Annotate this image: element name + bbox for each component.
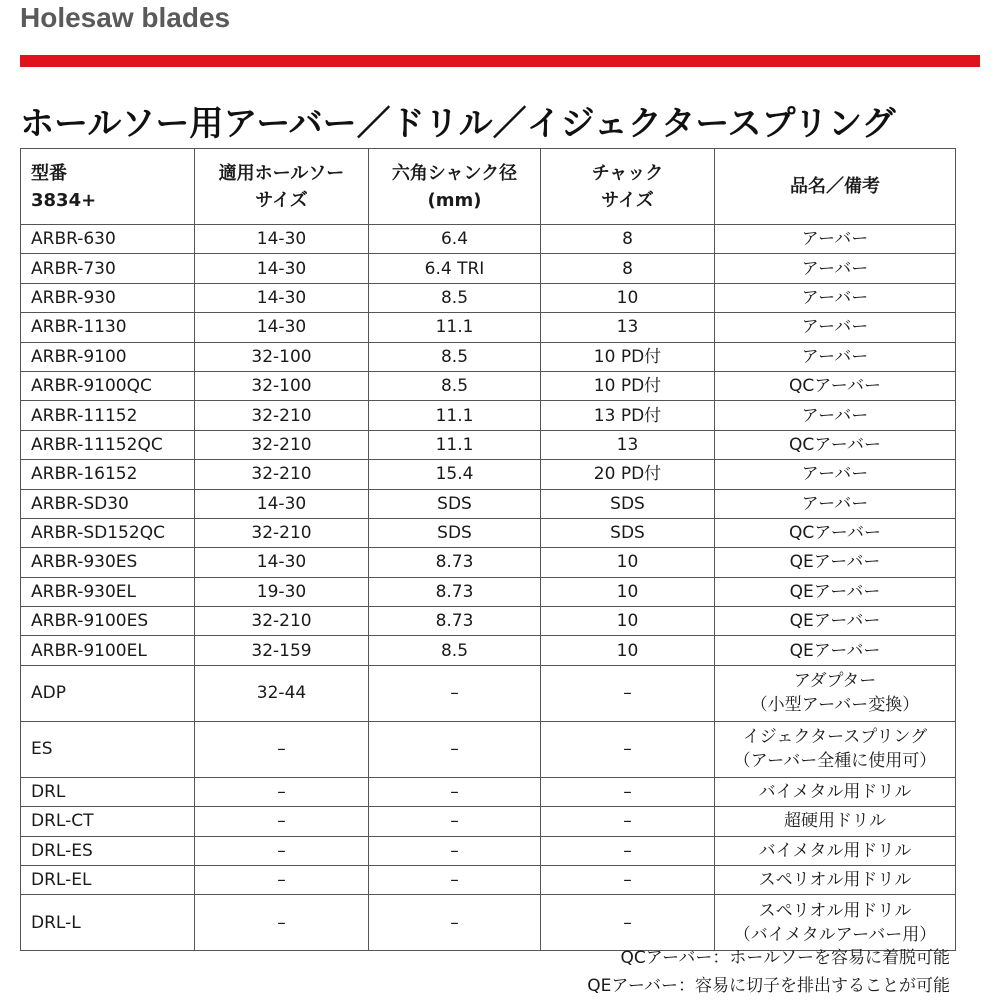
cell-chuck	[541, 866, 715, 895]
cell-model-value: ARBR-1130	[31, 317, 127, 338]
cell-chuck	[541, 777, 715, 806]
header-chuck	[541, 149, 715, 225]
cell-remarks-line1: アダプター	[793, 671, 877, 692]
cell-chuck-value: –	[623, 840, 632, 861]
cell-remarks-line1: QEアーバー	[789, 611, 881, 632]
cell-holesaw-value: 14-30	[256, 229, 307, 250]
cell-remarks	[715, 866, 956, 895]
table-header-row	[21, 149, 956, 225]
cell-holesaw	[195, 401, 369, 430]
cell-shank	[369, 548, 541, 577]
cell-holesaw-value: 32-210	[251, 434, 312, 455]
cell-shank	[369, 777, 541, 806]
cell-holesaw	[195, 607, 369, 636]
cell-remarks-line1: アーバー	[801, 258, 869, 279]
cell-chuck	[541, 636, 715, 665]
cell-remarks-line1: アーバー	[801, 493, 869, 514]
table-row	[21, 866, 956, 895]
cell-model	[21, 313, 195, 342]
cell-model	[21, 254, 195, 283]
page-title: Holesaw blades	[20, 2, 231, 33]
cell-shank	[369, 807, 541, 836]
cell-holesaw	[195, 636, 369, 665]
cell-model-value: ARBR-930ES	[31, 552, 138, 573]
cell-chuck-value: SDS	[610, 493, 645, 514]
cell-model	[21, 577, 195, 606]
cell-model-value: DRL-CT	[31, 811, 94, 832]
cell-model	[21, 636, 195, 665]
cell-model-value: ARBR-930	[31, 287, 116, 308]
cell-shank-value: 6.4	[440, 229, 469, 250]
cell-holesaw-value: –	[277, 840, 286, 861]
cell-remarks-line2: （アーバー全種に使用可）	[733, 751, 937, 772]
cell-shank-value: 11.1	[435, 405, 474, 426]
cell-shank	[369, 430, 541, 459]
cell-model	[21, 371, 195, 400]
cell-remarks-line1: アーバー	[801, 405, 869, 426]
cell-remarks	[715, 489, 956, 518]
cell-holesaw	[195, 895, 369, 951]
cell-shank	[369, 313, 541, 342]
cell-remarks	[715, 665, 956, 721]
cell-shank	[369, 577, 541, 606]
cell-chuck	[541, 254, 715, 283]
cell-holesaw-value: 32-210	[251, 611, 312, 632]
cell-chuck-value: 8	[622, 258, 633, 279]
cell-shank	[369, 836, 541, 865]
table-row	[21, 313, 956, 342]
cell-chuck	[541, 895, 715, 951]
cell-remarks	[715, 401, 956, 430]
table-row	[21, 721, 956, 777]
cell-remarks	[715, 430, 956, 459]
cell-model-value: ES	[31, 739, 53, 760]
cell-holesaw-value: 32-210	[251, 405, 312, 426]
cell-model	[21, 777, 195, 806]
cell-model	[21, 283, 195, 312]
cell-chuck-value: –	[623, 912, 632, 933]
cell-model	[21, 401, 195, 430]
cell-shank-value: –	[450, 870, 459, 891]
cell-holesaw-value: 32-210	[251, 523, 312, 544]
table-row	[21, 489, 956, 518]
header-holesaw-line1: 適用ホールソー	[218, 162, 345, 184]
cell-model-value: ARBR-730	[31, 258, 116, 279]
cell-model	[21, 807, 195, 836]
cell-model-value: ARBR-9100ES	[31, 611, 149, 632]
cell-model	[21, 866, 195, 895]
header-chuck-line2: サイズ	[601, 189, 654, 211]
cell-holesaw	[195, 836, 369, 865]
footnotes	[587, 944, 950, 1000]
cell-remarks	[715, 636, 956, 665]
cell-shank-value: 11.1	[435, 434, 474, 455]
cell-holesaw-value: 32-159	[251, 640, 312, 661]
cell-shank-value: 6.4 TRI	[424, 258, 485, 279]
cell-holesaw	[195, 866, 369, 895]
cell-model-value: DRL-ES	[31, 840, 93, 861]
cell-model	[21, 895, 195, 951]
cell-model-value: DRL-EL	[31, 870, 92, 891]
cell-holesaw-value: 14-30	[256, 258, 307, 279]
cell-chuck	[541, 371, 715, 400]
cell-remarks-line1: QEアーバー	[789, 640, 881, 661]
cell-remarks	[715, 342, 956, 371]
cell-holesaw-value: 19-30	[256, 581, 307, 602]
cell-remarks-line1: イジェクタースプリング	[742, 727, 928, 748]
cell-model-value: ARBR-9100	[31, 346, 127, 367]
cell-shank-value: –	[450, 683, 459, 704]
cell-shank-value: 8.5	[440, 346, 469, 367]
table-row	[21, 836, 956, 865]
cell-chuck-value: 10	[616, 552, 639, 573]
cell-chuck	[541, 283, 715, 312]
cell-remarks-line2: （バイメタルアーバー用）	[733, 924, 937, 945]
cell-remarks	[715, 313, 956, 342]
cell-holesaw-value: –	[277, 811, 286, 832]
cell-chuck-value: 13 PD付	[593, 405, 662, 426]
cell-holesaw-value: 32-210	[251, 464, 312, 485]
cell-model	[21, 548, 195, 577]
table-row	[21, 460, 956, 489]
cell-remarks-line1: アーバー	[801, 346, 869, 367]
cell-remarks-line1: アーバー	[801, 287, 869, 308]
cell-shank	[369, 225, 541, 254]
cell-chuck	[541, 721, 715, 777]
table-row	[21, 225, 956, 254]
spec-table	[20, 148, 956, 951]
cell-remarks	[715, 225, 956, 254]
table-row	[21, 371, 956, 400]
cell-chuck-value: 20 PD付	[593, 464, 662, 485]
cell-remarks	[715, 895, 956, 951]
table-row	[21, 807, 956, 836]
cell-shank	[369, 518, 541, 547]
cell-model	[21, 836, 195, 865]
cell-chuck	[541, 665, 715, 721]
cell-chuck-value: 10	[616, 581, 639, 602]
cell-model-value: ARBR-SD30	[31, 493, 129, 514]
cell-chuck	[541, 577, 715, 606]
table-row	[21, 254, 956, 283]
cell-model	[21, 607, 195, 636]
cell-chuck-value: 10 PD付	[593, 376, 662, 397]
cell-shank	[369, 401, 541, 430]
cell-model-value: ARBR-630	[31, 229, 116, 250]
header-remarks-label: 品名／備考	[790, 176, 880, 197]
cell-chuck-value: 10	[616, 640, 639, 661]
cell-holesaw	[195, 283, 369, 312]
cell-model-value: ARBR-SD152QC	[31, 523, 165, 544]
cell-holesaw	[195, 777, 369, 806]
cell-model	[21, 460, 195, 489]
cell-model-value: ARBR-11152QC	[31, 434, 163, 455]
cell-holesaw	[195, 489, 369, 518]
cell-model	[21, 225, 195, 254]
cell-shank-value: 8.5	[440, 376, 469, 397]
cell-shank	[369, 283, 541, 312]
header-shank	[369, 149, 541, 225]
cell-chuck-value: 8	[622, 229, 633, 250]
cell-remarks-line1: QCアーバー	[789, 434, 881, 455]
header-model	[21, 149, 195, 225]
cell-holesaw	[195, 548, 369, 577]
cell-chuck-value: –	[623, 683, 632, 704]
cell-holesaw	[195, 313, 369, 342]
cell-shank-value: –	[450, 840, 459, 861]
cell-remarks-line1: 超硬用ドリル	[784, 811, 886, 832]
cell-holesaw	[195, 665, 369, 721]
header-chuck-line1: チャック	[591, 162, 664, 184]
table-row	[21, 342, 956, 371]
cell-remarks	[715, 777, 956, 806]
cell-remarks-line1: バイメタル用ドリル	[758, 840, 912, 861]
cell-holesaw-value: 14-30	[256, 493, 307, 514]
cell-chuck	[541, 313, 715, 342]
cell-chuck	[541, 430, 715, 459]
cell-chuck-value: –	[623, 811, 632, 832]
cell-holesaw-value: –	[277, 739, 286, 760]
cell-shank	[369, 636, 541, 665]
cell-holesaw-value: –	[277, 782, 286, 803]
table-row	[21, 777, 956, 806]
cell-model-value: ARBR-16152	[31, 464, 138, 485]
red-divider	[20, 55, 980, 67]
cell-holesaw-value: –	[277, 870, 286, 891]
header-model-line1: 型番	[31, 162, 67, 184]
cell-remarks-line1: アーバー	[801, 464, 869, 485]
cell-remarks-line1: バイメタル用ドリル	[758, 782, 912, 803]
cell-shank	[369, 607, 541, 636]
cell-holesaw	[195, 518, 369, 547]
cell-shank-value: –	[450, 739, 459, 760]
cell-holesaw	[195, 430, 369, 459]
cell-remarks-line1: スペリオル用ドリル	[758, 870, 912, 891]
cell-model-value: ARBR-9100EL	[31, 640, 147, 661]
cell-shank	[369, 254, 541, 283]
cell-chuck	[541, 607, 715, 636]
cell-remarks	[715, 607, 956, 636]
cell-shank-value: 8.73	[435, 581, 474, 602]
header-remarks	[715, 149, 956, 225]
cell-shank-value: SDS	[437, 493, 472, 514]
table-row	[21, 548, 956, 577]
cell-remarks	[715, 283, 956, 312]
header-shank-line1: 六角シャンク径	[391, 162, 518, 184]
table-row	[21, 401, 956, 430]
cell-shank	[369, 665, 541, 721]
cell-model	[21, 489, 195, 518]
table-row	[21, 895, 956, 951]
cell-holesaw	[195, 371, 369, 400]
cell-holesaw	[195, 577, 369, 606]
cell-shank-value: –	[450, 782, 459, 803]
table-row	[21, 665, 956, 721]
cell-chuck-value: –	[623, 870, 632, 891]
cell-model	[21, 665, 195, 721]
cell-shank-value: 8.73	[435, 552, 474, 573]
cell-holesaw	[195, 225, 369, 254]
cell-shank	[369, 489, 541, 518]
cell-chuck	[541, 401, 715, 430]
cell-shank	[369, 460, 541, 489]
cell-holesaw-value: 32-100	[251, 376, 312, 397]
cell-shank	[369, 721, 541, 777]
cell-chuck	[541, 807, 715, 836]
cell-model-value: ARBR-9100QC	[31, 376, 152, 397]
section-title: ホールソー用アーバー／ドリル／イジェクタースプリング	[20, 104, 896, 144]
cell-chuck	[541, 460, 715, 489]
cell-holesaw	[195, 721, 369, 777]
cell-shank	[369, 371, 541, 400]
cell-remarks-line1: QEアーバー	[789, 581, 881, 602]
cell-model-value: ARBR-11152	[31, 405, 138, 426]
cell-remarks-line1: スペリオル用ドリル	[758, 900, 912, 921]
cell-holesaw-value: 32-44	[256, 683, 307, 704]
cell-chuck-value: –	[623, 739, 632, 760]
table-row	[21, 607, 956, 636]
cell-shank-value: 8.5	[440, 287, 469, 308]
cell-chuck-value: 10 PD付	[593, 346, 662, 367]
cell-model	[21, 518, 195, 547]
cell-chuck	[541, 836, 715, 865]
cell-remarks-line1: アーバー	[801, 317, 869, 338]
cell-holesaw	[195, 807, 369, 836]
header-holesaw	[195, 149, 369, 225]
header-model-line2: 3834+	[31, 189, 97, 211]
cell-shank-value: 8.5	[440, 640, 469, 661]
cell-shank-value: 11.1	[435, 317, 474, 338]
table-row	[21, 430, 956, 459]
cell-remarks	[715, 254, 956, 283]
table-row	[21, 636, 956, 665]
cell-model	[21, 430, 195, 459]
cell-holesaw-value: 14-30	[256, 317, 307, 338]
cell-remarks-line2: （小型アーバー変換）	[750, 695, 920, 716]
table-row	[21, 577, 956, 606]
cell-remarks-line1: アーバー	[801, 229, 869, 250]
cell-chuck-value: 13	[616, 317, 639, 338]
cell-model-value: ARBR-930EL	[31, 581, 137, 602]
cell-remarks-line1: QCアーバー	[789, 523, 881, 544]
cell-chuck	[541, 548, 715, 577]
cell-remarks	[715, 460, 956, 489]
cell-chuck-value: 10	[616, 287, 639, 308]
cell-holesaw	[195, 342, 369, 371]
cell-shank-value: SDS	[437, 523, 472, 544]
cell-chuck-value: 10	[616, 611, 639, 632]
header-shank-line2: (mm)	[427, 189, 482, 211]
cell-shank-value: 15.4	[435, 464, 474, 485]
cell-holesaw	[195, 254, 369, 283]
cell-chuck	[541, 489, 715, 518]
cell-remarks	[715, 721, 956, 777]
cell-shank	[369, 895, 541, 951]
cell-chuck-value: 13	[616, 434, 639, 455]
cell-holesaw-value: 32-100	[251, 346, 312, 367]
cell-model-value: DRL	[31, 782, 66, 803]
cell-holesaw	[195, 460, 369, 489]
cell-chuck	[541, 518, 715, 547]
cell-model	[21, 721, 195, 777]
cell-remarks	[715, 836, 956, 865]
cell-remarks	[715, 577, 956, 606]
cell-model-value: DRL-L	[31, 912, 81, 933]
cell-chuck	[541, 342, 715, 371]
cell-remarks-line1: QEアーバー	[789, 552, 881, 573]
footnote-qe: QEアーバー：容易に切子を排出することが可能	[587, 976, 950, 996]
cell-model	[21, 342, 195, 371]
cell-remarks	[715, 548, 956, 577]
cell-shank-value: 8.73	[435, 611, 474, 632]
table-body	[21, 225, 956, 951]
cell-shank-value: –	[450, 811, 459, 832]
cell-remarks	[715, 518, 956, 547]
cell-remarks	[715, 371, 956, 400]
cell-shank-value: –	[450, 912, 459, 933]
cell-chuck-value: –	[623, 782, 632, 803]
footnote-qc: QCアーバー：ホールソーを容易に着脱可能	[620, 948, 950, 968]
cell-holesaw-value: 14-30	[256, 552, 307, 573]
header-holesaw-line2: サイズ	[255, 189, 308, 211]
cell-chuck-value: SDS	[610, 523, 645, 544]
cell-remarks-line1: QCアーバー	[789, 376, 881, 397]
cell-chuck	[541, 225, 715, 254]
cell-holesaw-value: –	[277, 912, 286, 933]
cell-holesaw-value: 14-30	[256, 287, 307, 308]
cell-model-value: ADP	[31, 683, 66, 704]
cell-shank	[369, 866, 541, 895]
table-row	[21, 283, 956, 312]
cell-remarks	[715, 807, 956, 836]
table-row	[21, 518, 956, 547]
cell-shank	[369, 342, 541, 371]
